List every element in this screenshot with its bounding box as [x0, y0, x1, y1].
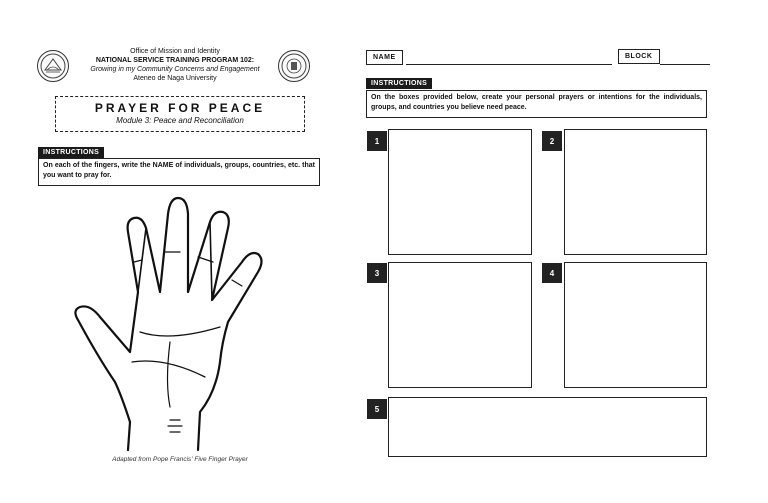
left-instructions-label: INSTRUCTIONS — [38, 147, 104, 158]
prayer-box-4[interactable] — [564, 262, 707, 388]
box-number-3: 3 — [367, 263, 387, 283]
nstp-seal-icon — [278, 50, 310, 82]
block-label: BLOCK — [618, 49, 660, 64]
university-line: Ateneo de Naga University — [133, 75, 217, 82]
ateneo-seal-icon — [37, 50, 69, 82]
box-number-4: 4 — [542, 263, 562, 283]
box-number-1: 1 — [367, 131, 387, 151]
hand-caption: Adapted from Pope Francis' Five Finger Prayer — [112, 456, 248, 463]
block-line[interactable] — [660, 64, 710, 65]
name-line[interactable] — [406, 64, 612, 65]
right-instructions-text: On the boxes provided below, create your personal prayers or intentions for the individuals, groups, and countries you believe need peace. — [366, 90, 707, 118]
program-subtitle: Growing in my Community Concerns and Engagement — [90, 66, 260, 73]
program-line: NATIONAL SERVICE TRAINING PROGRAM 102: — [95, 57, 255, 64]
prayer-box-2[interactable] — [564, 129, 707, 255]
box-number-2: 2 — [542, 131, 562, 151]
title-box — [55, 96, 305, 132]
office-line: Office of Mission and Identity — [130, 48, 220, 55]
hand-outline-icon — [70, 192, 280, 454]
module-subtitle: Module 3: Peace and Reconciliation — [116, 116, 244, 125]
header-text — [75, 47, 275, 83]
name-label: NAME — [366, 50, 403, 65]
page-title: PRAYER FOR PEACE — [94, 101, 266, 115]
prayer-box-5[interactable] — [388, 397, 707, 457]
right-instructions-label: INSTRUCTIONS — [366, 78, 432, 89]
prayer-box-3[interactable] — [388, 262, 532, 388]
left-instructions-text: On each of the fingers, write the NAME of individuals, groups, countries, etc. that you want to pray for. — [38, 158, 320, 186]
box-number-5: 5 — [367, 399, 387, 419]
prayer-box-1[interactable] — [388, 129, 532, 255]
